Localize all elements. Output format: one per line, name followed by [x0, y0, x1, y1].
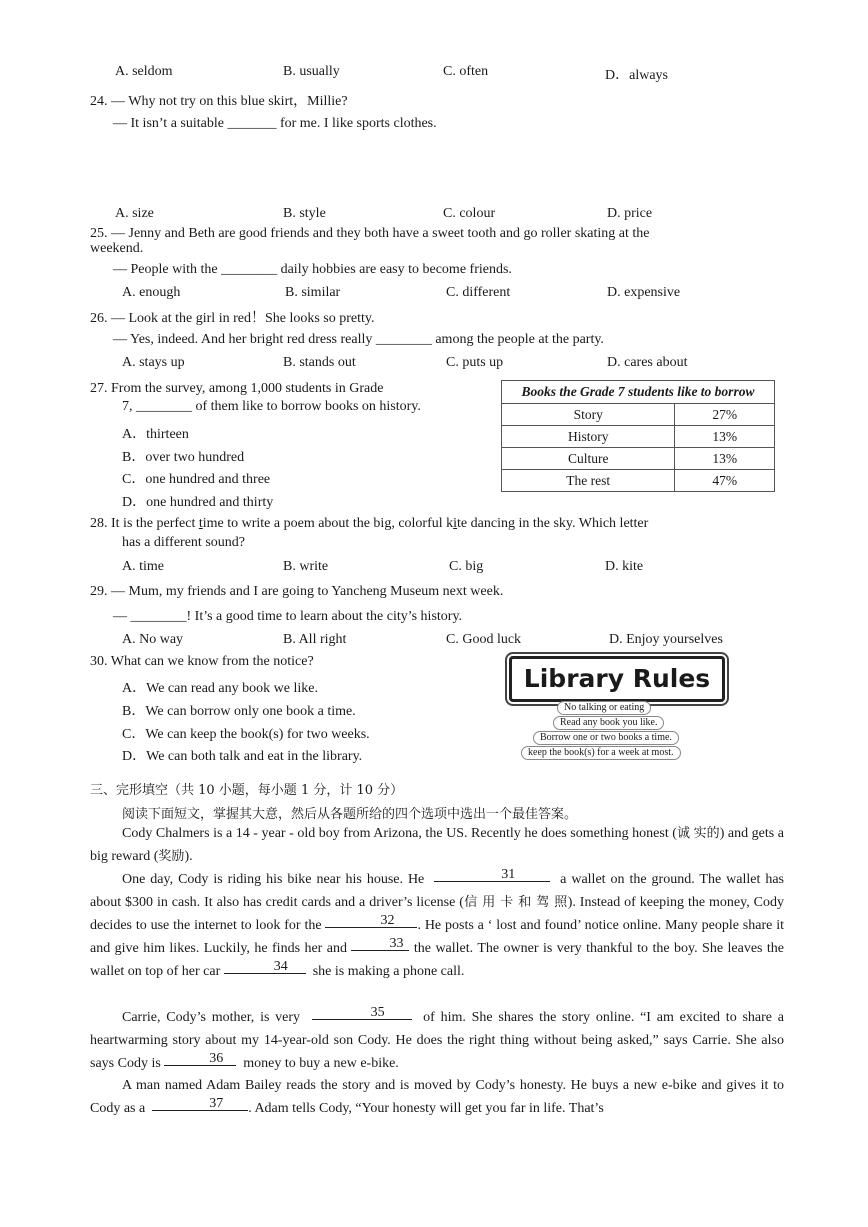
q28-option-a: A. time [122, 559, 164, 574]
table-cell: 13% [675, 426, 775, 448]
q28-stem [90, 516, 648, 532]
q28-option-d: D. kite [605, 559, 644, 574]
blank-34: 34 [224, 961, 306, 974]
q25-stem-cont: weekend. [90, 241, 144, 256]
q28-underlined-letter: i [453, 516, 458, 531]
library-rules-notice [505, 654, 731, 764]
table-row [502, 470, 775, 492]
blank-31: 31 [434, 869, 550, 882]
passage-text: 诚 [676, 826, 691, 841]
q24-stem: 24. — Why not try on this blue skirt，Millie? [90, 94, 348, 109]
q25-line2: — People with the ________ daily hobbies are easy to become friends. [113, 262, 512, 277]
table-cell: The rest [502, 470, 675, 492]
section-3-instruction: 阅读下面短文，掌握其大意，然后从各题所给的四个选项中选出一个最佳答案。 [122, 807, 578, 822]
q29-option-a: A. No way [122, 632, 184, 647]
q26-option-a: A. stays up [122, 355, 185, 370]
passage-text: ). [184, 849, 193, 864]
passage-text: ). Instead of keeping the money, Cody decides to use the internet to look for the [90, 895, 784, 933]
q25-option-b: B. similar [285, 285, 341, 300]
q29-option-b: B. All right [283, 632, 347, 647]
passage-text: 奖励 [158, 849, 185, 864]
q24-option-c: C. colour [443, 206, 496, 221]
passage-text: a wallet on the ground. The wallet has about $300 in cash. It also has credit cards and a driver’s license ( [90, 872, 784, 910]
table-row [502, 448, 775, 470]
q26-stem: 26. — Look at the girl in red！She looks so pretty. [90, 311, 375, 326]
survey-table-title: Books the Grade 7 students like to borrow [502, 381, 775, 404]
q28-stem-part: te dancing in the sky. Which letter [457, 516, 649, 531]
q26-option-b: B. stands out [283, 355, 356, 370]
rule-item: Borrow one or two books a time. [533, 731, 679, 745]
blank-35: 35 [312, 1007, 412, 1020]
table-cell: Story [502, 404, 675, 426]
q30-option-c: C．We can keep the book(s) for two weeks. [122, 727, 370, 742]
q27-option-b: B．over two hundred [122, 450, 245, 465]
passage-text: she is making a phone call. [312, 964, 465, 979]
q24-option-d: D. price [607, 206, 653, 221]
passage-text: 实的 [693, 826, 720, 841]
rule-item: No talking or eating [557, 701, 651, 715]
passage-text: of him. She shares the story online. “I am excited to share a heartwarming story about my 14-year-old son Cody. He does the right thing without being asked,” says Carrie. She also says Cody is [90, 1010, 784, 1071]
passage-text: Carrie, Cody’s mother, is very [122, 1010, 301, 1025]
passage-text: . Adam tells Cody, “Your honesty will get you far in life. That’s [248, 1101, 604, 1116]
q23-option-c: C. often [443, 64, 489, 79]
q29-line2: — ________! It’s a good time to learn about the city’s history. [113, 609, 463, 624]
q28-option-c: C. big [449, 559, 484, 574]
q30-stem: 30. What can we know from the notice? [90, 654, 314, 669]
survey-table [501, 380, 775, 492]
q28-underlined-letter: t [198, 516, 203, 531]
q26-option-c: C. puts up [446, 355, 504, 370]
passage-paragraph-3 [90, 1006, 784, 1075]
table-row [502, 404, 775, 426]
table-cell: History [502, 426, 675, 448]
q25-option-d: D. expensive [607, 285, 681, 300]
q27-stem-cont: 7, ________ of them like to borrow books on history. [122, 399, 421, 414]
library-rules-title: Library Rules [509, 656, 725, 702]
q28-stem-cont: has a different sound? [122, 535, 245, 550]
table-row [502, 426, 775, 448]
passage-text: ) and gets a big reward ( [90, 826, 784, 864]
q26-option-d: D. cares about [607, 355, 688, 370]
q29-stem: 29. — Mum, my friends and I are going to Yancheng Museum next week. [90, 584, 504, 599]
section-3-heading: 三、完形填空（共 10 小题，每小题 1 分，计 10 分） [90, 783, 404, 798]
q28-option-b: B. write [283, 559, 329, 574]
q24-option-a: A. size [115, 206, 154, 221]
q27-option-a: A．thirteen [122, 427, 189, 442]
q25-stem: 25. — Jenny and Beth are good friends and they both have a sweet tooth and go roller skating at the [90, 226, 650, 241]
blank-36: 36 [164, 1053, 236, 1066]
q24-line2: — It isn’t a suitable _______ for me. I like sports clothes. [113, 116, 437, 131]
passage-text: 信 用 卡 和 驾 照 [463, 895, 568, 910]
q27-option-c: C．one hundred and three [122, 472, 271, 487]
passage-text: One day, Cody is riding his bike near his house. He [122, 872, 425, 887]
q26-line2: — Yes, indeed. And her bright red dress really ________ among the people at the party. [113, 332, 604, 347]
table-cell: Culture [502, 448, 675, 470]
passage-text: Cody Chalmers is a 14 - year - old boy from Arizona, the US. Recently he does something honest ( [122, 826, 677, 841]
q27-stem: 27. From the survey, among 1,000 students in Grade [90, 381, 384, 396]
q29-option-c: C. Good luck [446, 632, 522, 647]
table-cell: 47% [675, 470, 775, 492]
passage-paragraph-4 [90, 1074, 784, 1120]
q24-option-b: B. style [283, 206, 326, 221]
passage-text: money to buy a new e-bike. [243, 1056, 399, 1071]
table-cell: 27% [675, 404, 775, 426]
rule-item: Read any book you like. [553, 716, 664, 730]
q29-option-d: D. Enjoy yourselves [609, 632, 723, 647]
passage-paragraph-1 [90, 822, 784, 868]
blank-32: 32 [325, 915, 417, 928]
q27-option-d: D．one hundred and thirty [122, 495, 274, 510]
passage-text: . He posts a ‘ lost and found’ notice online. Many people share it and give him likes. Luckily, he finds her and [90, 918, 784, 956]
passage-paragraph-2 [90, 868, 784, 983]
q30-option-a: A．We can read any book we like. [122, 681, 318, 696]
q30-option-d: D．We can both talk and eat in the library. [122, 749, 363, 764]
blank-37: 37 [152, 1098, 248, 1111]
q25-option-a: A. enough [122, 285, 181, 300]
q23-option-d: D．always [605, 68, 668, 83]
table-cell: 13% [675, 448, 775, 470]
rule-item: keep the book(s) for a week at most. [521, 746, 681, 760]
q23-option-a: A. seldom [115, 64, 173, 79]
q28-stem-part: 28. It is the perfect [90, 516, 199, 531]
passage-text: A man named Adam Bailey reads the story and is moved by Cody’s honesty. He buys a new e-bike and gives it to Cody as a [90, 1078, 784, 1116]
passage-text: the wallet. The owner is very thankful to the boy. She leaves the wallet on top of her car [90, 941, 785, 979]
q25-option-c: C. different [446, 285, 511, 300]
q28-stem-part: me to write a poem about the big, colorful k [206, 516, 454, 531]
blank-33: 33 [351, 938, 409, 951]
q30-option-b: B．We can borrow only one book a time. [122, 704, 356, 719]
q23-option-b: B. usually [283, 64, 340, 79]
q28-stem-part: i [202, 516, 207, 531]
